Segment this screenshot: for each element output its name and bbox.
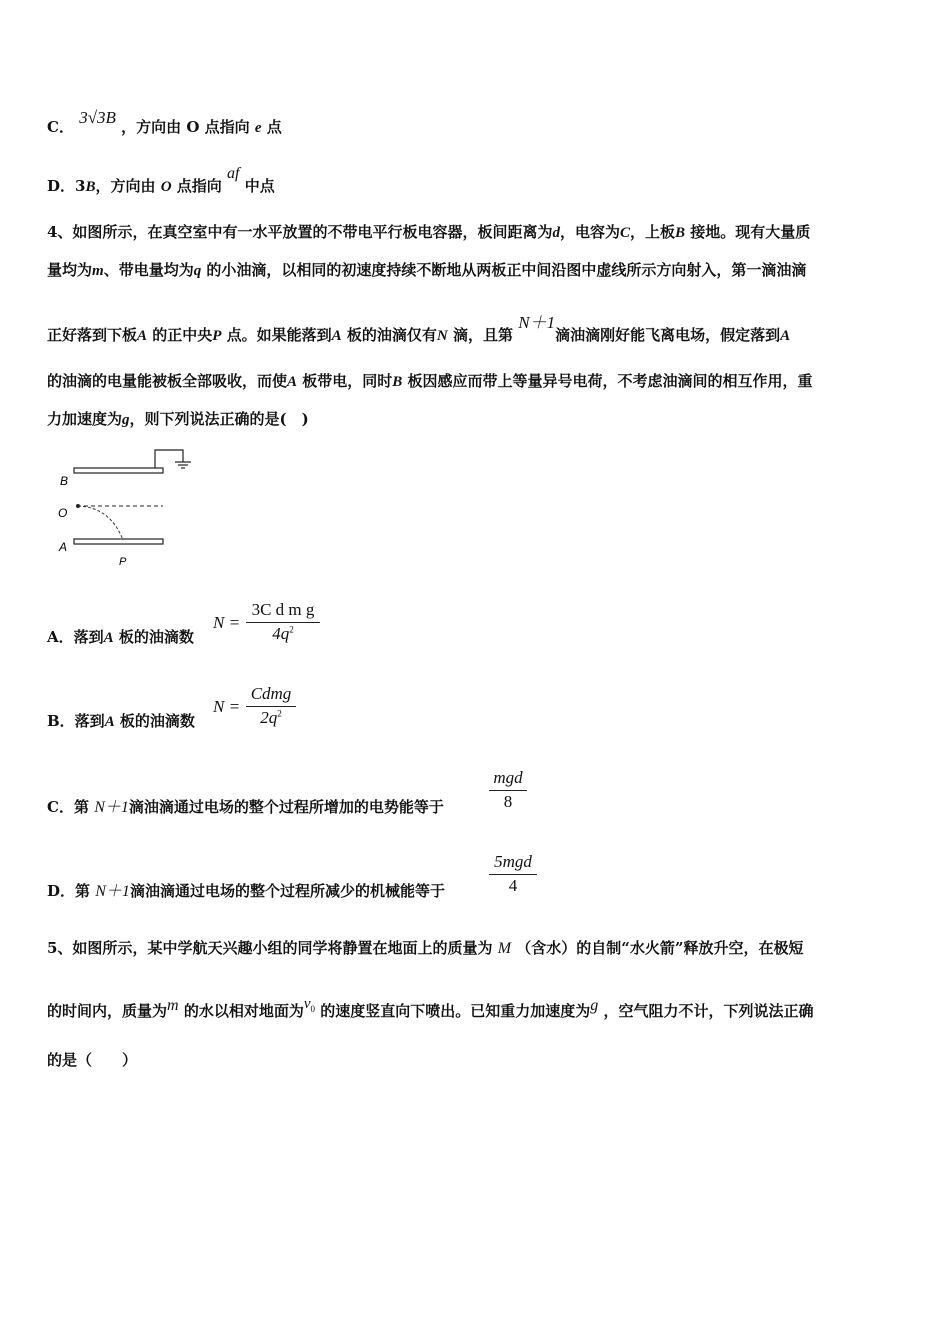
label-a: A <box>59 540 68 554</box>
q4-stem-line4: 的油滴的电量能被板全部吸收，而使A 板带电，同时B 板因感应而带上等量异号电荷，不考虑油滴间的相互作用，重 <box>47 372 813 390</box>
q3-option-d[interactable]: D．3B，方向由 O 点指向 af 中点 <box>47 165 275 195</box>
q4-option-c-fraction: mgd 8 <box>489 768 527 812</box>
q4-option-b-fraction: Cdmg $2q^2$ <box>246 684 296 728</box>
q3-option-c-formula: 3√3B <box>79 108 116 127</box>
q4-stem-line5: 力加速度为g，则下列说法正确的是( ) <box>47 410 309 428</box>
q4-option-a[interactable]: A．落到A 板的油滴数 <box>47 628 194 646</box>
plate-a <box>74 539 163 544</box>
trajectory <box>78 506 123 540</box>
q3-option-d-af: af <box>227 165 240 182</box>
label-p: P <box>119 556 127 568</box>
q5-stem-line1: 5、如图所示，某中学航天兴趣小组的同学将静置在地面上的质量为 M （含水）的自制“水火箭”释放升空，在极短 <box>47 939 804 957</box>
q5-stem-line2: 的时间内，质量为m 的水以相对地面为$v_0$ 的速度竖直向下喷出。已知重力加速度为g ，空气阻力不计，下列说法正确 <box>47 996 814 1020</box>
q4-option-b[interactable]: B．落到A 板的油滴数 <box>47 712 195 730</box>
label-o: O <box>58 506 68 520</box>
q4-stem-line1: 4、如图所示，在真空室中有一水平放置的不带电平行板电容器，板间距离为d，电容为C，上板B 接地。现有大量质 <box>47 223 811 241</box>
plate-b <box>74 468 163 473</box>
q4-option-d[interactable]: D．第 N＋1滴油滴通过电场的整个过程所减少的机械能等于 <box>47 882 445 900</box>
q4-stem-line2: 量均为m、带电量均为q 的小油滴，以相同的初速度持续不断地从两板正中间沿图中虚线所示方向射入，第一滴油滴 <box>47 261 807 279</box>
q5-stem-line3: 的是（ ） <box>47 1051 138 1069</box>
label-b: B <box>60 474 69 488</box>
q4-stem-line3: 正好落到下板A 的正中央P 点。如果能落到A 板的油滴仅有N 滴，且第 N＋1滴油滴刚好能飞离电场，假定落到A <box>47 313 791 344</box>
capacitor-diagram <box>55 444 205 570</box>
q4-option-d-fraction: 5mgd 4 <box>489 852 537 896</box>
q3-option-c[interactable]: C． 3√3B ，方向由 O 点指向 e 点 <box>47 108 282 136</box>
q4-option-a-lhs: N = <box>213 613 241 632</box>
q4-option-a-fraction: $\frac{\text{3C d m g}}{4q^2}$ <box>246 600 320 644</box>
q4-option-b-lhs: N = <box>213 697 241 716</box>
q4-option-c[interactable]: C．第 N＋1滴油滴通过电场的整个过程所增加的电势能等于 <box>47 798 444 816</box>
